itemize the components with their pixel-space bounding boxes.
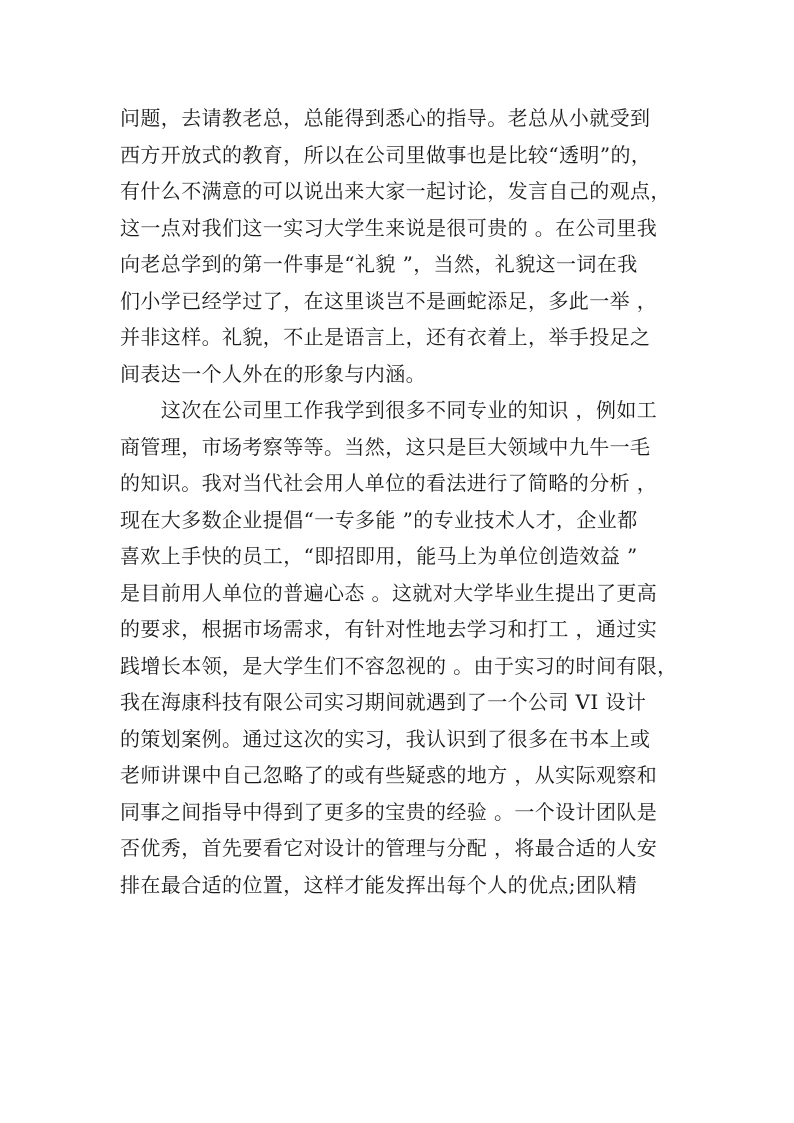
text-line: 的要求，根据市场需求，有针对性地去学习和打工 ，通过实: [120, 617, 658, 641]
text-line: 商管理，市场考察等等。当然，这只是巨大领域中九牛一毛: [120, 434, 651, 459]
text-line: 有什么不满意的可以说出来大家一起讨论，发言自己的观点，: [120, 179, 671, 203]
text-line: 这一点对我们这一实习大学生来说是很可贵的 。在公司里我: [120, 215, 658, 240]
body-text: [120, 100, 682, 903]
text-line: 们小学已经学过了，在这里谈岂不是画蛇添足，多此一举 ，: [120, 288, 658, 313]
text-line: 我在海康科技有限公司实习期间就遇到了一个公司 VI 设计: [120, 690, 647, 714]
text-line: 这次在公司里工作我学到很多不同专业的知识 ，例如工: [120, 398, 658, 422]
text-line: 现在大多数企业提倡“一专多能 ”的专业技术人才，企业都: [120, 507, 638, 532]
text-line: 西方开放式的教育，所以在公司里做事也是比较“透明”的，: [120, 142, 652, 167]
text-line: 喜欢上手快的员工，“即招即用，能马上为单位创造效益 ”: [120, 544, 638, 568]
text-line: 排在最合适的位置，这样才能发挥出每个人的优点;团队精: [120, 872, 638, 897]
text-line: 践增长本领，是大学生们不容忽视的 。由于实习的时间有限，: [120, 653, 678, 678]
text-line: 向老总学到的第一件事是“礼貌 ”，当然，礼貌这一词在我: [120, 252, 638, 276]
text-line: 否优秀，首先要看它对设计的管理与分配 ，将最合适的人安: [120, 836, 658, 860]
text-line: 的策划案例。通过这次的实习，我认识到了很多在书本上或: [120, 726, 651, 751]
text-line: 是目前用人单位的普遍心态 。这就对大学毕业生提出了更高: [120, 580, 658, 605]
text-line: 间表达一个人外在的形象与内涵。: [120, 361, 426, 386]
text-line: 老师讲课中自己忽略了的或有些疑惑的地方 ，从实际观察和: [120, 763, 658, 787]
text-line: 并非这样。礼貌，不止是语言上，还有衣着上，举手投足之: [120, 325, 651, 349]
text-line: 问题，去请教老总，总能得到悉心的指导。老总从小就受到: [120, 106, 651, 130]
text-line: 同事之间指导中得到了更多的宝贵的经验 。一个设计团队是: [120, 799, 658, 824]
text-line: 的知识。我对当代社会用人单位的看法进行了简略的分析 ，: [120, 471, 658, 495]
